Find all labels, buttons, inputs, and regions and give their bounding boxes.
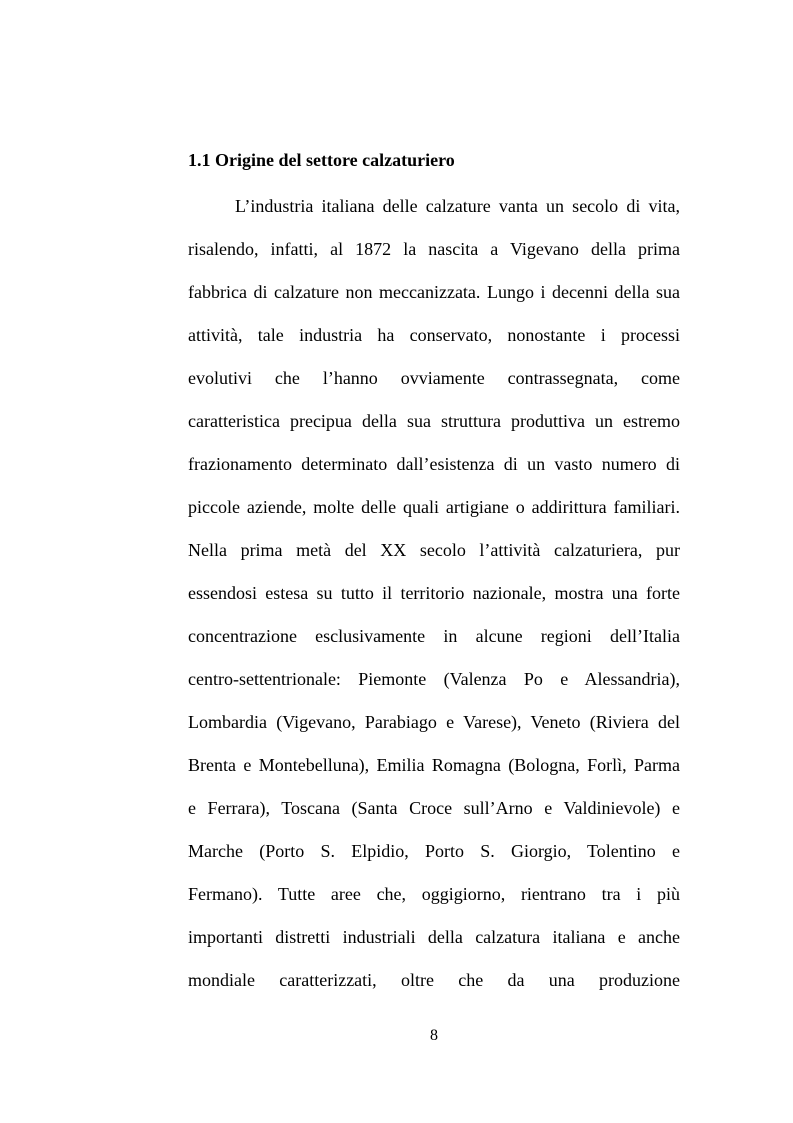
- text-line: essendosi estesa su tutto il territorio nazionale, mostra una forte: [188, 583, 680, 603]
- text-line: Nella prima metà del XX secolo l’attività calzaturiera, pur: [188, 540, 680, 560]
- text-line: fabbrica di calzature non meccanizzata. Lungo i decenni della sua: [188, 282, 680, 302]
- text-line: frazionamento determinato dall’esistenza di un vasto numero di: [188, 454, 680, 474]
- text-line: piccole aziende, molte delle quali artigiane o addirittura familiari.: [188, 497, 680, 517]
- text-line: e Ferrara), Toscana (Santa Croce sull’Arno e Valdinievole) e: [188, 798, 680, 818]
- text-line: Brenta e Montebelluna), Emilia Romagna (Bologna, Forlì, Parma: [188, 755, 680, 775]
- text-line: risalendo, infatti, al 1872 la nascita a Vigevano della prima: [188, 239, 680, 259]
- page-number: 8: [430, 1027, 438, 1044]
- text-line: concentrazione esclusivamente in alcune regioni dell’Italia: [188, 626, 680, 646]
- text-line: evolutivi che l’hanno ovviamente contrassegnata, come: [188, 368, 680, 388]
- text-line: caratteristica precipua della sua struttura produttiva un estremo: [188, 411, 680, 431]
- text-line: attività, tale industria ha conservato, nonostante i processi: [188, 325, 680, 345]
- text-line: Marche (Porto S. Elpidio, Porto S. Giorgio, Tolentino e: [188, 841, 680, 861]
- text-line: L’industria italiana delle calzature vanta un secolo di vita,: [235, 196, 680, 216]
- text-line: Fermano). Tutte aree che, oggigiorno, rientrano tra i più: [188, 884, 680, 904]
- section-heading: 1.1 Origine del settore calzaturiero: [188, 150, 455, 170]
- text-line: Lombardia (Vigevano, Parabiago e Varese), Veneto (Riviera del: [188, 712, 680, 732]
- text-line: centro-settentrionale: Piemonte (Valenza Po e Alessandria),: [188, 669, 680, 689]
- text-line: importanti distretti industriali della calzatura italiana e anche: [188, 927, 680, 947]
- text-line: mondiale caratterizzati, oltre che da una produzione: [188, 970, 680, 990]
